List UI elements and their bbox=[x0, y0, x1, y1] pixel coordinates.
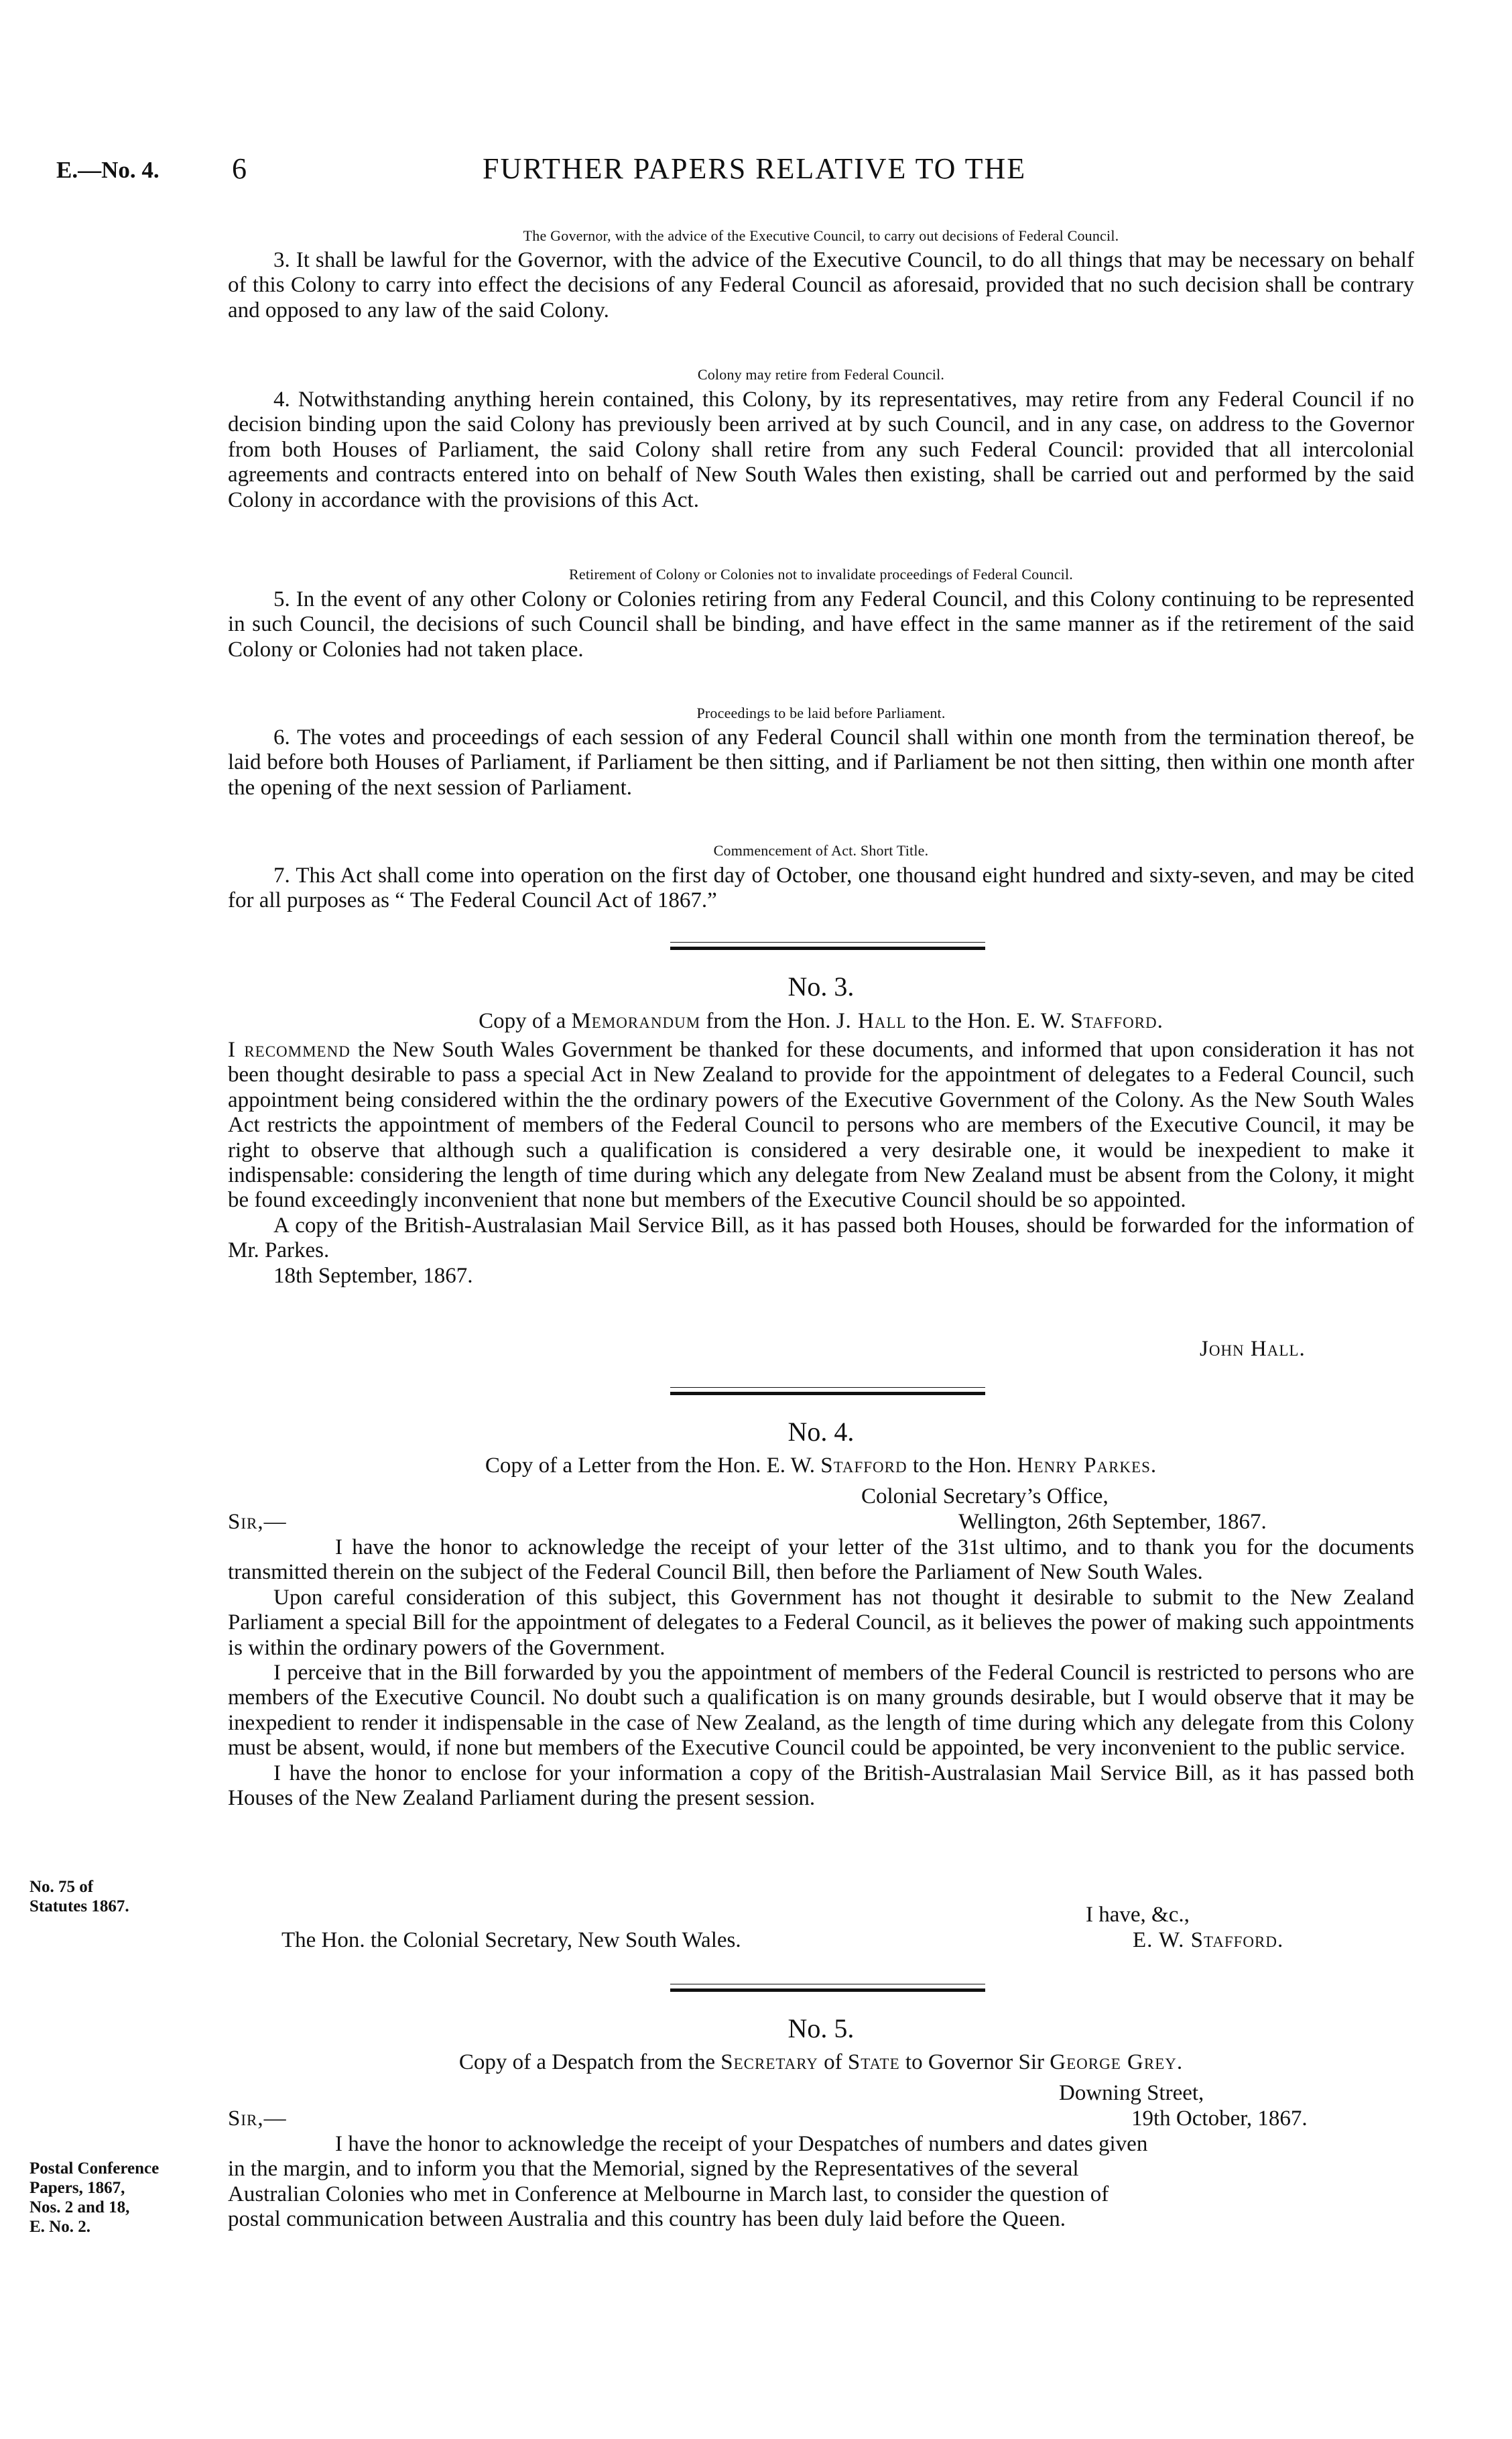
no5-copy-from: Secretary bbox=[720, 2050, 818, 2074]
section-6-text: 6. The votes and proceedings of each session of any Federal Council shall within one month from the termination thereof, be laid before both Houses of Parliament, if Parliament be then sitting, and if Parliament be not then sitting, then within one month after the opening of the next session of Parliament. bbox=[228, 725, 1414, 800]
no4-margin-note-line-2: Statutes 1867. bbox=[29, 1897, 129, 1915]
no3-date: 18th September, 1867. bbox=[273, 1263, 473, 1288]
no4-copy-mid: to the Hon. bbox=[907, 1453, 1017, 1478]
no4-margin-note bbox=[29, 1877, 129, 1916]
section-heading-retirement: Retirement of Colony or Colonies not to invalidate proceedings of Federal Council. bbox=[568, 566, 1074, 583]
no5-margin-note-line-1: Postal Conference bbox=[29, 2159, 160, 2178]
no4-addressee: The Hon. the Colonial Secretary, New South Wales. bbox=[281, 1928, 741, 1952]
no3-copy-doc: Memorandum bbox=[571, 1009, 701, 1033]
no5-salutation: Sir,— bbox=[228, 2106, 287, 2131]
no5-copy-from2: State bbox=[847, 2050, 900, 2074]
section-heading-proceedings: Proceedings to be laid before Parliament. bbox=[696, 705, 946, 721]
section-4-text: 4. Notwithstanding anything herein contained, this Colony, by its representatives, may retire from any Federal Council if no decision binding upon the said Colony has previously been arrived at by such Council, and in any case, on address to the Governor from both Houses of Parliament, the said Colony shall retire from any such Federal Council: provided that all intercolonial agreements and contracts entered into on behalf of New South Wales then existing, shall be carried out and performed by the said Colony in accordance with the provisions of this Act. bbox=[228, 388, 1414, 512]
no5-date: 19th October, 1867. bbox=[1131, 2106, 1308, 2131]
section-3 bbox=[228, 248, 1414, 323]
no4-copy-to: Henry Parkes. bbox=[1017, 1453, 1157, 1478]
divider-rule bbox=[670, 1392, 985, 1395]
section-6 bbox=[228, 725, 1414, 800]
no3-copy-to-prefix: to the Hon. E. W. bbox=[906, 1009, 1071, 1033]
no3-copy-line bbox=[228, 1009, 1414, 1034]
no4-signature: E. W. Stafford. bbox=[1133, 1928, 1284, 1952]
no4-margin-note-line-1: No. 75 of bbox=[29, 1878, 94, 1896]
section-5-text: 5. In the event of any other Colony or Colonies retiring from any Federal Council, and this Colony continuing to be represented in such Council, the decisions of such Council shall be binding, and have effect in the same manner as if the retirement of the said Colony or Colonies had not taken place. bbox=[228, 587, 1414, 662]
no5-title: No. 5. bbox=[788, 2013, 855, 2043]
no5-margin-note-line-2: Papers, 1867, bbox=[29, 2179, 125, 2197]
no4-paragraph-4: I have the honor to enclose for your information a copy of the British-Australasian Mail Service Bill, as it has passed both Houses of the New Zealand Parliament during the present session. bbox=[228, 1761, 1414, 1811]
no4-copy-prefix: Copy of a Letter from the Hon. E. W. bbox=[485, 1453, 821, 1478]
page-number: 6 bbox=[232, 152, 247, 185]
no4-place-date: Wellington, 26th September, 1867. bbox=[958, 1510, 1267, 1534]
no3-body bbox=[228, 1038, 1414, 1289]
divider-rule bbox=[670, 1988, 985, 1992]
no4-office: Colonial Secretary’s Office, bbox=[861, 1484, 1109, 1508]
no3-copy-mid: from the Hon. bbox=[700, 1009, 836, 1033]
section-5 bbox=[228, 587, 1414, 662]
no3-paragraph-2: A copy of the British-Australasian Mail Service Bill, as it has passed both Houses, should be forwarded for the information of Mr. Parkes. bbox=[228, 1213, 1414, 1263]
no4-copy-from: Stafford bbox=[820, 1453, 907, 1478]
no3-signature: John Hall. bbox=[1200, 1337, 1306, 1361]
no4-closing: I have, &c., bbox=[1086, 1903, 1190, 1927]
no4-body bbox=[228, 1535, 1414, 1811]
no5-copy-line bbox=[228, 2050, 1414, 2075]
no5-copy-mid1: of bbox=[818, 2050, 848, 2074]
no4-paragraph-3: I perceive that in the Bill forwarded by you the appointment of members of the Federal Council is restricted to persons who are members of the Executive Council. No doubt such a qualification is on many grounds desirable, but I would observe that it may be inexpedient to render it indispensable in the case of New Zealand, as the length of time during which any delegate from this Colony must be absent, would, if none but members of the Executive Council could be appointed, be very inconvenient to the public service. bbox=[228, 1661, 1414, 1761]
no3-lead: I recommend bbox=[228, 1038, 351, 1062]
no5-margin-note bbox=[29, 2159, 159, 2237]
no4-paragraph-2: Upon careful consideration of this subject, this Government has not thought it desirable to submit to the New Zealand Parliament a special Bill for the appointment of delegates to a Federal Council, as it believes the power of making such appointments is within the ordinary powers of the Government. bbox=[228, 1585, 1414, 1660]
no3-p1: the New South Wales Government be thanked for these documents, and informed that upon consideration it has not been thought desirable to pass a special Act in New Zealand to provide for the appointment of delegates to a Federal Council, such appointment being considered within the the ordinary powers of the Executive Government of the Colony. As the New South Wales Act restricts the appointment of members of the Federal Council to persons who are members of the Executive Council, it may be right to observe that although such a qualification is considered a very desirable one, it would be inexpedient to make it indispensable: considering the length of time during which any delegate from New Zealand must be absent from the Colony, it might be found exceedingly inconvenient that none but members of the Executive Council should be so appointed. bbox=[228, 1038, 1414, 1213]
no5-copy-prefix: Copy of a Despatch from the bbox=[458, 2050, 721, 2074]
page-header bbox=[0, 0, 1512, 201]
divider-rule bbox=[670, 947, 985, 950]
no5-line-2: in the margin, and to inform you that the Memorial, signed by the Representatives of the several bbox=[228, 2157, 1079, 2182]
section-3-text: 3. It shall be lawful for the Governor, with the advice of the Executive Council, to do all things that may be necessary on behalf of this Colony to carry into effect the decisions of any Federal Council as aforesaid, provided that no such decision shall be contrary and opposed to any law of the said Colony. bbox=[228, 248, 1414, 322]
document-ref: E.—No. 4. bbox=[56, 157, 160, 183]
no5-line-3: Australian Colonies who met in Conference at Melbourne in March last, to consider the question of bbox=[228, 2182, 1109, 2206]
no3-title: No. 3. bbox=[788, 971, 855, 1002]
no5-place: Downing Street, bbox=[1059, 2081, 1204, 2105]
no5-line-1: I have the honor to acknowledge the receipt of your Despatches of numbers and dates given bbox=[335, 2132, 1148, 2156]
no5-copy-mid2: to Governor Sir bbox=[899, 2050, 1050, 2074]
no5-copy-to: George Grey. bbox=[1050, 2050, 1184, 2074]
no3-paragraph-1 bbox=[228, 1038, 1414, 1213]
no5-line-4: postal communication between Australia and this country has been duly laid before the Queen. bbox=[228, 2207, 1066, 2232]
no4-salutation: Sir,— bbox=[228, 1510, 287, 1534]
no5-body bbox=[228, 2132, 1414, 2233]
no4-title: No. 4. bbox=[788, 1417, 855, 1447]
section-7 bbox=[228, 864, 1414, 914]
no3-copy-to: Stafford. bbox=[1070, 1009, 1163, 1033]
no4-copy-line bbox=[228, 1453, 1414, 1478]
no4-paragraph-1: I have the honor to acknowledge the receipt of your letter of the 31st ultimo, and to thank you for the documents transmitted therein on the subject of the Federal Council Bill, then before the Parliament of New South Wales. bbox=[228, 1535, 1414, 1585]
page-title: FURTHER PAPERS RELATIVE TO THE bbox=[483, 152, 1027, 185]
section-7-text: 7. This Act shall come into operation on the first day of October, one thousand eight hundred and sixty-seven, and may be cited for all purposes as “ The Federal Council Act of 1867.” bbox=[228, 864, 1414, 913]
section-heading-retire: Colony may retire from Federal Council. bbox=[697, 366, 945, 383]
section-heading-commencement: Commencement of Act. Short Title. bbox=[713, 842, 929, 859]
no3-copy-from: J. Hall bbox=[836, 1009, 907, 1033]
section-heading-governor: The Governor, with the advice of the Executive Council, to carry out decisions of Federal Council. bbox=[523, 227, 1119, 244]
no5-margin-note-line-4: E. No. 2. bbox=[29, 2218, 90, 2236]
section-4 bbox=[228, 388, 1414, 513]
no5-margin-note-line-3: Nos. 2 and 18, bbox=[29, 2198, 130, 2216]
no3-copy-prefix: Copy of a bbox=[479, 1009, 572, 1033]
